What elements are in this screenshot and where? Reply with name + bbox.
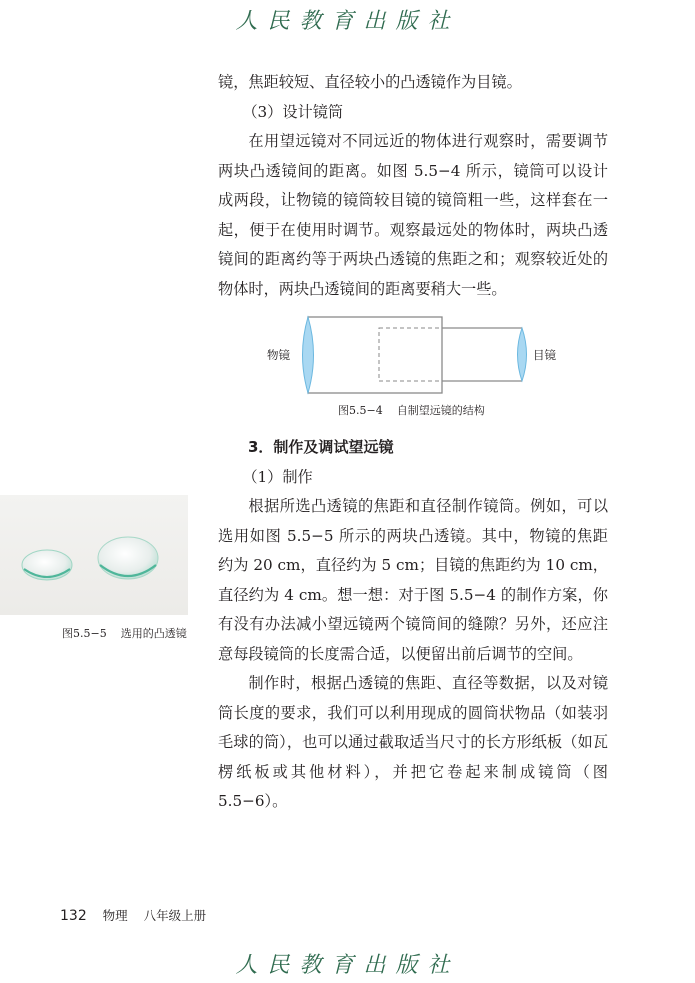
figure-telescope-structure — [255, 305, 585, 425]
paragraph-material: 制作时，根据凸透镜的焦距、直径等数据，以及对镜筒长度的要求，我们可以利用现成的圆筒状物品（如装羽毛球的筒），也可以通过截取适当尺寸的长方形纸板（如瓦楞纸板或其他材料），并把它卷起来制成镜筒（图 5.5−6）。 — [218, 674, 608, 810]
lenses-photo-illustration — [0, 495, 188, 615]
label-objective-lens: 物镜 — [267, 348, 290, 362]
page-number: 132 — [60, 908, 87, 924]
publisher-logo-top: 人民教育出版社 — [235, 9, 460, 34]
page-footer — [60, 906, 206, 924]
publisher-logo-bottom: 人民教育出版社 — [235, 953, 460, 978]
figure-caption-5-5-5: 图5.5−5 选用的凸透镜 — [62, 627, 187, 640]
subheading-design-tube: （3）设计镜筒 — [242, 102, 344, 121]
text-block-make — [218, 433, 608, 817]
figure-caption-5-5-4: 图5.5−4 自制望远镜的结构 — [338, 404, 485, 417]
photo-convex-lenses — [0, 495, 188, 615]
paragraph-make: 根据所选凸透镜的焦距和直径制作镜筒。例如，可以选用如图 5.5−5 所示的两块凸透镜。其中，物镜的焦距约为 20 cm，直径约为 5 cm；目镜的焦距约为 10 cm，直径约为 4 cm。想一想：对于图 5.5−4 的制作方案，你有没有办法减小望远镜两个镜筒间的缝隙？另外，还应注意每段镜筒的长度需合适，以便留出前后调节的空间。 — [218, 497, 608, 663]
paragraph-design-tube: 在用望远镜对不同远近的物体进行观察时，需要调节两块凸透镜间的距离。如图 5.5−4 所示，镜筒可以设计成两段，让物镜的镜筒较目镜的镜筒粗一些，这样套在一起，便于在使用时调节。观察最远处的物体时，两块凸透镜间的距离约等于两块凸透镜的焦距之和；观察较近处的物体时，两块凸透镜间的距离要稍大一些。 — [218, 132, 608, 298]
footer-volume: 八年级上册 — [143, 908, 207, 923]
footer-subject: 物理 — [102, 908, 128, 923]
label-eyepiece-lens: 目镜 — [533, 348, 556, 362]
subheading-make: （1）制作 — [242, 467, 313, 486]
text-block-design — [218, 68, 608, 304]
paragraph-intro: 镜，焦距较短、直径较小的凸透镜作为目镜。 — [218, 73, 522, 91]
section-heading-make-telescope: 3．制作及调试望远镜 — [248, 438, 394, 456]
